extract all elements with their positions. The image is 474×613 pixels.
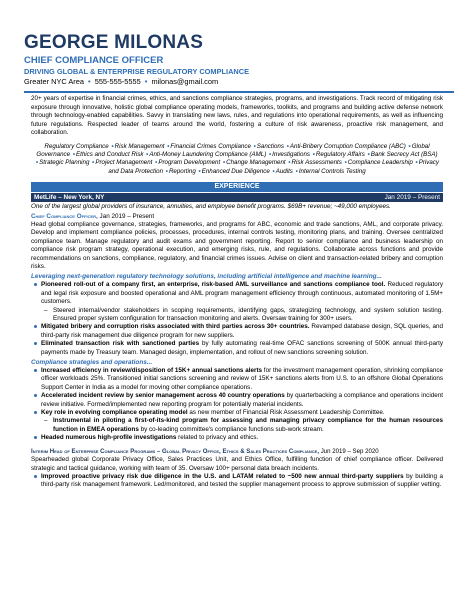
role-title-line (31, 448, 443, 456)
keyword-item: Strategic Planning (39, 159, 90, 167)
achievement-item (31, 367, 443, 392)
keyword-item: Project Management (95, 159, 153, 167)
keyword-item: Bank Secrecy Act (BSA) (370, 150, 438, 158)
keyword-separator: • (36, 159, 39, 167)
achievement-list (31, 434, 443, 442)
bullet-icon (34, 436, 37, 439)
role-date: Jun 2019 – Sep 2020 (319, 447, 379, 455)
keyword-separator: • (344, 159, 347, 167)
keyword-separator: • (408, 142, 411, 150)
achievement-highlight: Increased efficiency in review/disposition of 15K+ annual sanctions alerts (41, 367, 263, 375)
achievement-list (31, 323, 443, 357)
candidate-name: GEORGE MILONAS (24, 32, 204, 53)
company-description: One of the largest global providers of insurance, annuities, and employee benefit programs. $69B+ revenue; ~49,000 employees. (31, 203, 391, 211)
keyword-item: Financial Crimes Compliance (170, 142, 251, 150)
keyword-item: Sanctions (256, 142, 284, 150)
achievement-item (31, 323, 443, 340)
keyword-item: Reporting (168, 167, 196, 175)
achievement-item (31, 392, 443, 409)
achievement-text: by quarterbacking a compliance and operations incident review initiative. Formed/implemented new reporting program for potentially material incidents. (41, 392, 443, 408)
keyword-item: Program Development (158, 159, 221, 167)
keyword-item: Anti-Money Laundering Compliance (AML) (149, 150, 267, 158)
keyword-item: Investigations (272, 150, 311, 158)
experience-heading: EXPERIENCE (31, 182, 443, 192)
keyword-item: Anti-Bribery Corruption Compliance (ABC) (289, 142, 406, 150)
achievement-item (31, 473, 443, 490)
resume-content (31, 95, 443, 490)
keyword-item: Privacy and Data Protection (108, 159, 439, 175)
keyword-separator: • (111, 142, 114, 150)
contact-separator: • (88, 77, 91, 86)
role-title-line (31, 213, 443, 221)
keyword-item: Risk Management (114, 142, 165, 150)
sub-achievement-list (31, 417, 443, 434)
candidate-tagline: DRIVING GLOBAL & ENTERPRISE REGULATORY COMPLIANCE (24, 67, 250, 76)
keyword-item: Risk Assessments (291, 159, 342, 167)
contact-separator: • (144, 77, 148, 86)
keyword-separator: • (198, 167, 201, 175)
keyword-separator: • (92, 159, 95, 167)
keyword-separator: • (269, 150, 272, 158)
achievement-text: by building a third-party risk management framework. Led/monitored, and tested the supplier management process to approve submission of supplier vetting. (41, 472, 443, 489)
achievement-highlight: Accelerated incident review by senior management across 40 country operations (41, 392, 285, 400)
role-title: Interim Head of Enterprise Compliance Programs – Global Privacy Office, Ethics & Sales Practices Compliance, (31, 447, 320, 455)
resume-header (24, 33, 454, 93)
job-dates: Jan 2019 – Present (384, 194, 440, 202)
keyword-separator: • (367, 150, 370, 158)
achievement-text: Revamped database design, SQL queries, and third-party risk management due diligence program for new suppliers. (41, 323, 444, 339)
keyword-item: Regulatory Affairs (315, 150, 365, 158)
achievement-highlight: Improved proactive privacy risk due diligence in the U.S. and LATAM related to ~500 new annual third-party suppliers (41, 472, 404, 480)
contact-email[interactable]: milonas@gmail.com (151, 77, 219, 86)
sub-achievement-item (31, 417, 443, 434)
achievement-item (31, 340, 443, 357)
keyword-separator: • (415, 159, 418, 167)
keyword-separator: • (155, 159, 158, 167)
achievement-list (31, 367, 443, 417)
bullet-icon (34, 394, 37, 397)
keyword-item: Audits (275, 167, 293, 175)
keyword-item: Ethics and Conduct Risk (76, 150, 144, 158)
keyword-separator: • (253, 142, 256, 150)
keyword-separator: • (165, 167, 168, 175)
achievement-list (31, 473, 443, 490)
sub-achievement-list (31, 307, 443, 324)
contact-location: Greater NYC Area (24, 77, 84, 86)
achievement-text: for the investment management operation, shrinking compliance officer workloads 25%. Transitioned initial sanctions screening and review of 15K+ sanctions alerts from U.S. to an offshore Global Operations Support Center in India as a model for moving other compliance operations. (41, 367, 444, 391)
achievement-item (31, 281, 443, 306)
keyword-item: Global Governance (36, 142, 430, 158)
sub-achievement-text: by co-leading committee's compliance functions sub-work stream. (138, 425, 324, 433)
keyword-item: Internal Controls Testing (298, 167, 366, 175)
contact-phone[interactable]: 555-555-5555 (94, 77, 141, 86)
candidate-title: CHIEF COMPLIANCE OFFICER (24, 55, 164, 66)
achievement-text: Reduced regulatory and legal risk exposure and boosted operational and AML program management efficiency through continuous, automated monitoring of 1.5M+ customers. (41, 281, 443, 306)
sub-achievement-highlight: Instrumental in piloting a first-of-its-kind program for assessing and managing privacy compliance for the human resources function in EMEA operations (53, 417, 443, 433)
achievement-text: as new member of Financial Risk Assessment Leadership Committee. (187, 409, 385, 417)
keyword-separator: • (222, 159, 226, 167)
achievement-highlight: Pioneered roll-out of a company first, an enterprise, risk-based AML surveillance and sanctions compliance tool. (41, 281, 386, 289)
role-intro: Spearheaded global Corporate Privacy Office, Sales Practices Unit, and Ethics Office, fulfilling function of chief compliance officer. Delivered strategic and tactical guidance, working with team of 35. Oversaw 100+ personal data breach incidents. (31, 456, 443, 472)
achievement-highlight: Key role in evolving compliance operating model (41, 409, 188, 417)
keyword-separator: • (146, 150, 149, 158)
keyword-item: Enhanced Due Diligence (201, 167, 270, 175)
job-header (31, 193, 443, 202)
keyword-separator: • (286, 142, 289, 150)
bullet-icon (34, 283, 37, 286)
achievement-highlight: Eliminated transaction risk with sanctioned parties (41, 340, 200, 348)
bullet-icon (34, 325, 37, 328)
sub-achievement-text: Steered internal/vendor stakeholders in scoping requirements, identifying gaps, strategizing technology, and system solution testing. Ensured proper system configuration for transaction monitoring and alerts. Oversaw training for 300+ users. (53, 306, 443, 322)
achievement-highlight: Mitigated bribery and corruption risks associated with third parties across 30+ countries. (41, 323, 310, 331)
keyword-item: Compliance Leadership (347, 159, 413, 167)
bullet-icon (34, 369, 37, 372)
keyword-item: Change Management (226, 159, 286, 167)
achievement-text: related to privacy and ethics. (176, 434, 259, 442)
keyword-list (31, 143, 443, 177)
bullet-icon (34, 475, 37, 478)
keyword-separator: • (312, 150, 315, 158)
role-date: Jan 2019 – Present (97, 212, 155, 220)
keyword-separator: • (272, 167, 275, 175)
subheading-operations: Compliance strategies and operations... (31, 359, 153, 367)
bullet-icon (34, 342, 37, 345)
sub-achievement-item (31, 307, 443, 324)
achievement-list (31, 281, 443, 306)
role-title: Chief Compliance Officer, (31, 212, 98, 220)
achievement-text: by fully automating real-time OFAC sanctions screening of 500K annual third-party payments made by Treasury team. Managed design, implementation, and rollout of new sanctions screening solution. (41, 340, 443, 356)
job-company: MetLife – New York, NY (34, 194, 105, 202)
summary-paragraph: 20+ years of expertise in financial crimes, ethics, and sanctions compliance strategies, programs, and investigations. Track record of mitigating risk exposure through innovative, holistic global compliance operating models, frameworks, toolkits, and programs and building active defense network through technology-enabled capabilities. Savvy in translating new laws, rules, and regulations into operational requirements, as well as influencing future regulations. Respected leader of teams around the world, fostering a culture of risk awareness, proactive risk management, and collaboration. (31, 95, 443, 136)
keyword-separator: • (288, 159, 291, 167)
achievement-item (31, 409, 443, 417)
header-divider (24, 91, 454, 93)
subheading-regtech: Leveraging next-generation regulatory technology solutions, including artificial intelligence and machine learning... (31, 273, 382, 281)
achievement-highlight: Headed numerous high-profile investigations (41, 434, 177, 442)
keyword-separator: • (167, 142, 170, 150)
contact-line (24, 77, 454, 87)
keyword-separator: • (295, 167, 298, 175)
dash-icon: – (44, 306, 48, 314)
keyword-separator: • (72, 150, 75, 158)
keyword-item: Regulatory Compliance (44, 142, 109, 150)
achievement-item (31, 434, 443, 442)
role-intro: Head global compliance governance, strategies, frameworks, and programs for ABC, economic and trade sanctions, AML, and corporate privacy. Develop and implement compliance policies, processes, procedures, internal controls testing, monitoring plans, and training. Oversee centralized compliance team. Manage regulatory and audit exams and government reporting. Report to senior compliance and business leadership on compliance risk program strategy, operational execution, and emerging risks, rule, and regulations. Collaborate across functions and provide recommendations on sanctions, compliance, regulatory, and financial crimes issues. Advise on client and transaction-related bribery and corruption risks. (31, 220, 443, 270)
dash-icon: – (44, 417, 48, 425)
bullet-icon (34, 411, 37, 414)
